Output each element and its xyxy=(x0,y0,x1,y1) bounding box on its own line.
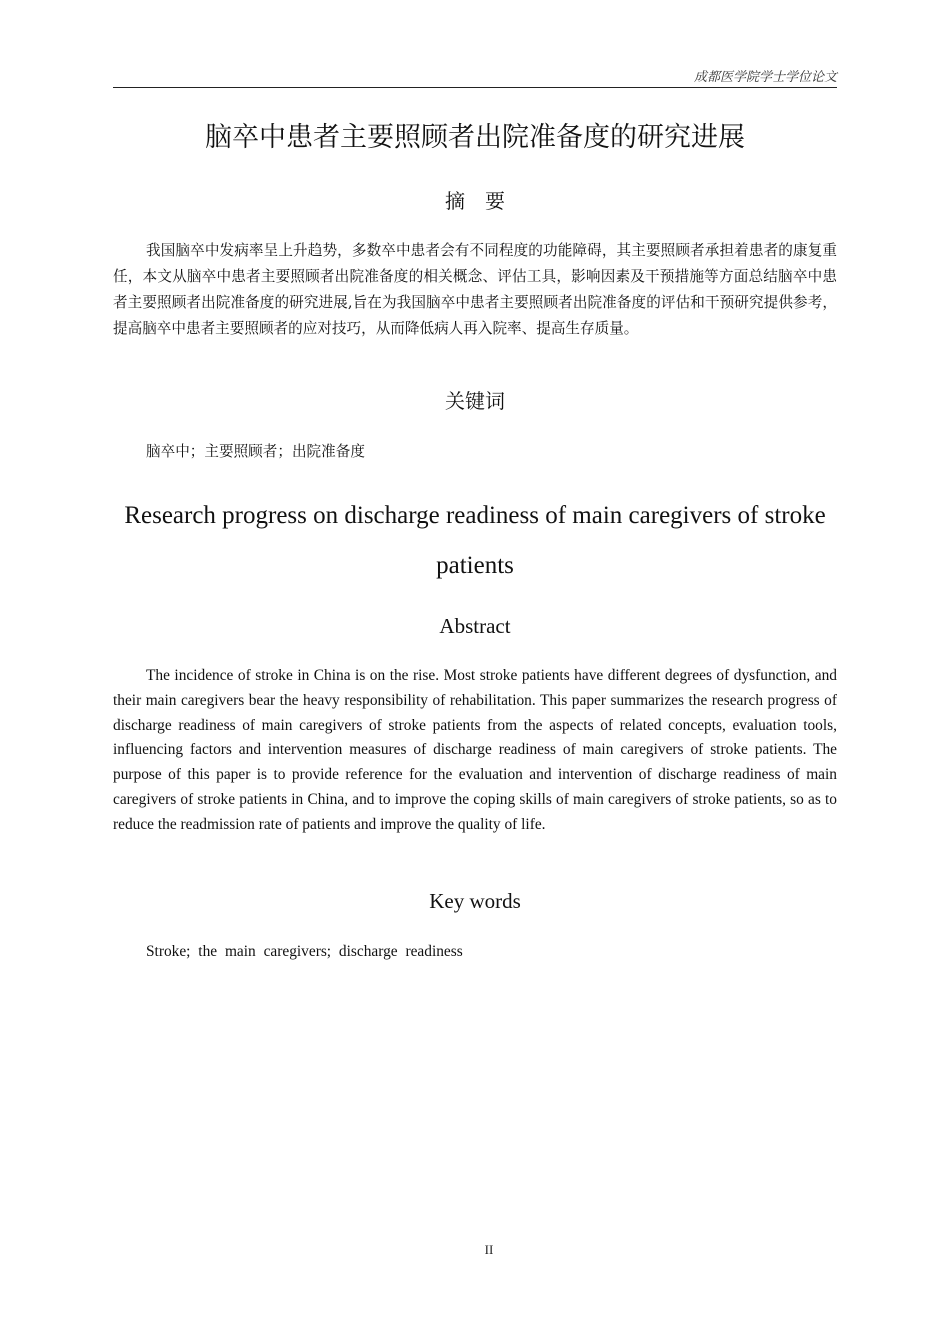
chinese-keywords-text: 脑卒中；主要照顾者；出院准备度 xyxy=(146,443,365,460)
running-header: 成都医学院学士学位论文 xyxy=(693,70,837,85)
header-divider xyxy=(113,87,837,88)
english-keywords-heading: Key words xyxy=(429,889,521,913)
chinese-abstract-heading-char1: 摘 xyxy=(445,189,465,213)
chinese-abstract-text: 我国脑卒中发病率呈上升趋势，多数卒中患者会有不同程度的功能障碍，其主要照顾者承担着患者的康复重任，本文从脑卒中患者主要照顾者出院准备度的相关概念、评估工具，影响因素及干预措施等方面总结脑卒中患者主要照顾者出院准备度的研究进展,旨在为我国脑卒中患者主要照顾者出院准备度的评估和干预研究提供参考，提高脑卒中患者主要照顾者的应对技巧，从而降低病人再入院率、提高生存质量。 xyxy=(113,242,837,337)
english-abstract-text: The incidence of stroke in China is on the rise. Most stroke patients have different degrees of dysfunction, and their main caregivers bear the heavy responsibility of rehabilitation. This paper summarizes the research progress of discharge readiness of main caregivers of stroke patients from the aspects of related concepts, evaluation tools, influencing factors and intervention measures of discharge readiness of main caregivers of stroke patients. The purpose of this paper is to provide reference for the evaluation and intervention of discharge readiness of main caregivers of stroke patients in China, and to improve the coping skills of main caregivers of stroke patients, so as to reduce the readmission rate of patients and improve the quality of life. xyxy=(113,667,837,833)
chinese-keywords-heading: 关键词 xyxy=(445,389,505,413)
page-number: II xyxy=(484,1242,494,1257)
chinese-abstract-heading-char2: 要 xyxy=(485,189,505,213)
english-title: Research progress on discharge readiness of main caregivers of stroke patients xyxy=(124,502,826,579)
english-keywords-text: Stroke; the main caregivers; discharge readiness xyxy=(146,943,463,960)
english-abstract-heading: Abstract xyxy=(439,614,511,638)
chinese-abstract-heading xyxy=(113,186,837,216)
document-page xyxy=(113,0,837,1344)
chinese-title: 脑卒中患者主要照顾者出院准备度的研究进展 xyxy=(205,122,745,153)
